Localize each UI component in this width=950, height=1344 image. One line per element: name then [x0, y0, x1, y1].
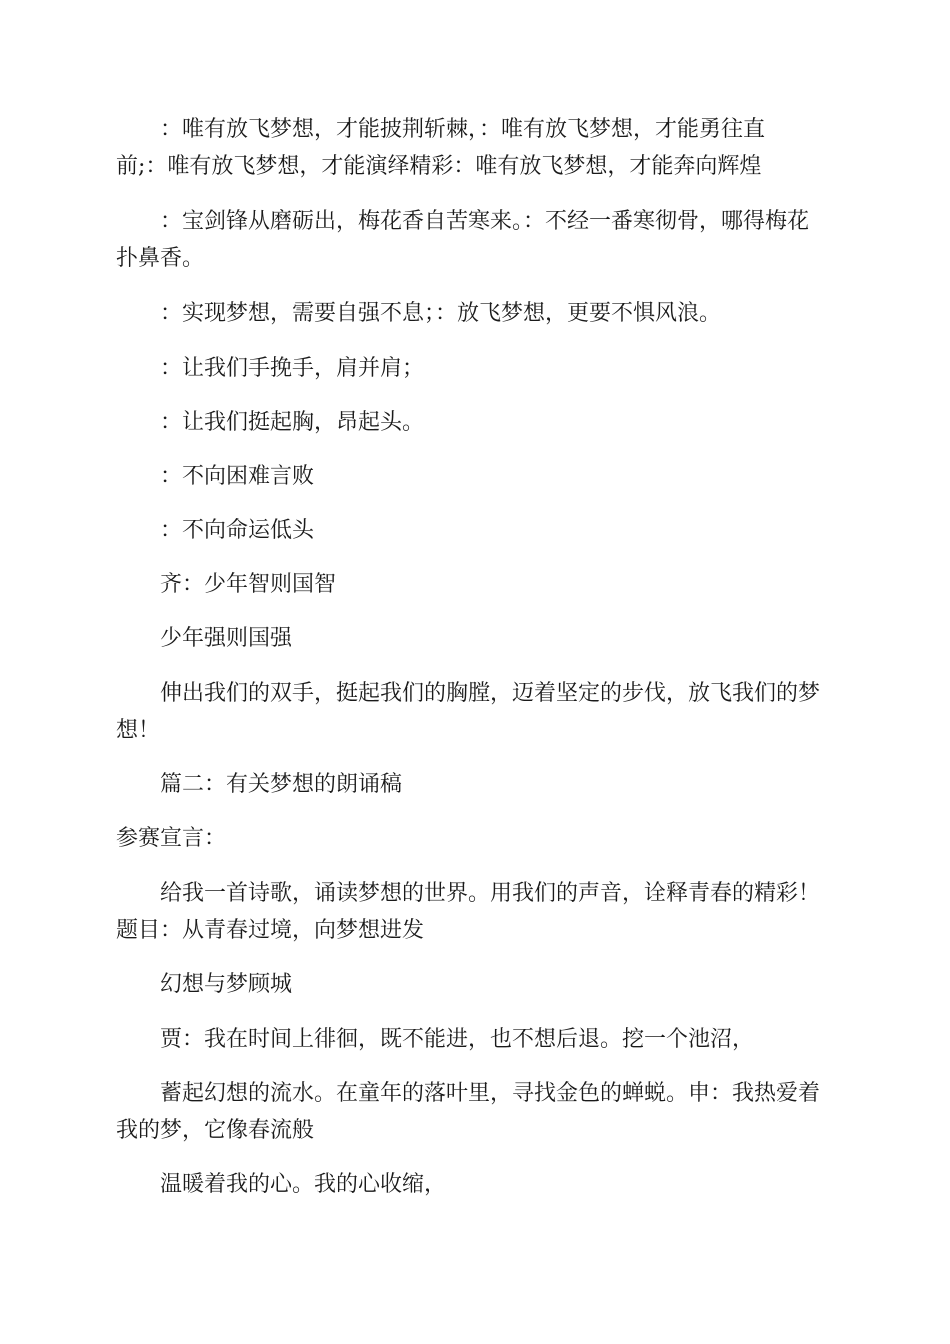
- paragraph-line: 我的梦，它像春流般: [116, 1118, 315, 1143]
- paragraph: [116, 1021, 836, 1058]
- paragraph: [116, 566, 836, 603]
- paragraph: [116, 203, 836, 277]
- paragraph-line: 扑鼻香。: [116, 246, 205, 271]
- paragraph: [116, 675, 836, 749]
- paragraph: [116, 1075, 836, 1149]
- paragraph-line: 前;：唯有放飞梦想，才能演绎精彩：唯有放飞梦想，才能奔向辉煌: [116, 154, 762, 179]
- paragraph-line: ：唯有放飞梦想，才能披荆斩棘，：唯有放飞梦想，才能勇往直: [160, 117, 766, 142]
- paragraph: [116, 404, 836, 441]
- paragraph-line: 蓄起幻想的流水。在童年的落叶里，寻找金色的蝉蜕。申：我热爱着: [160, 1081, 821, 1106]
- paragraph: [116, 966, 836, 1003]
- paragraph-line: ：不向困难言败: [160, 464, 315, 489]
- paragraph-line: 少年强则国强: [160, 626, 293, 651]
- paragraph-line: ：不向命运低头: [160, 518, 315, 543]
- paragraph: [116, 1166, 836, 1203]
- paragraph-line: 参赛宣言：: [116, 826, 227, 851]
- paragraph-line: 想！: [116, 718, 161, 743]
- paragraph: [116, 875, 836, 949]
- paragraph-line: 题目：从青春过境，向梦想进发: [116, 918, 425, 943]
- paragraph-line: 齐：少年智则国智: [160, 572, 337, 597]
- paragraph: [116, 766, 836, 803]
- paragraph-line: 温暖着我的心。我的心收缩，: [160, 1172, 447, 1197]
- paragraph-line: ：宝剑锋从磨砺出，梅花香自苦寒来。：不经一番寒彻骨，哪得梅花: [160, 209, 810, 234]
- paragraph-line: ：实现梦想，需要自强不息；：放飞梦想，更要不惧风浪。: [160, 301, 722, 326]
- paragraph: [116, 458, 836, 495]
- paragraph-line: ：让我们挺起胸，昂起头。: [160, 410, 425, 435]
- paragraph: [116, 111, 836, 185]
- paragraph-line: 给我一首诗歌，诵读梦想的世界。用我们的声音，诠释青春的精彩！: [160, 881, 821, 906]
- paragraph: [116, 620, 836, 657]
- paragraph-line: 篇二：有关梦想的朗诵稿: [160, 772, 403, 797]
- paragraph-line: ：让我们手挽手，肩并肩；: [160, 356, 425, 381]
- paragraph: [116, 295, 836, 332]
- paragraph-line: 伸出我们的双手，挺起我们的胸膛，迈着坚定的步伐，放飞我们的梦: [160, 681, 821, 706]
- paragraph: [116, 512, 836, 549]
- paragraph: [116, 820, 836, 857]
- paragraph-line: 幻想与梦顾城: [160, 972, 293, 997]
- paragraph: [116, 350, 836, 387]
- paragraph-line: 贾：我在时间上徘徊，既不能进，也不想后退。挖一个池沼，: [160, 1027, 755, 1052]
